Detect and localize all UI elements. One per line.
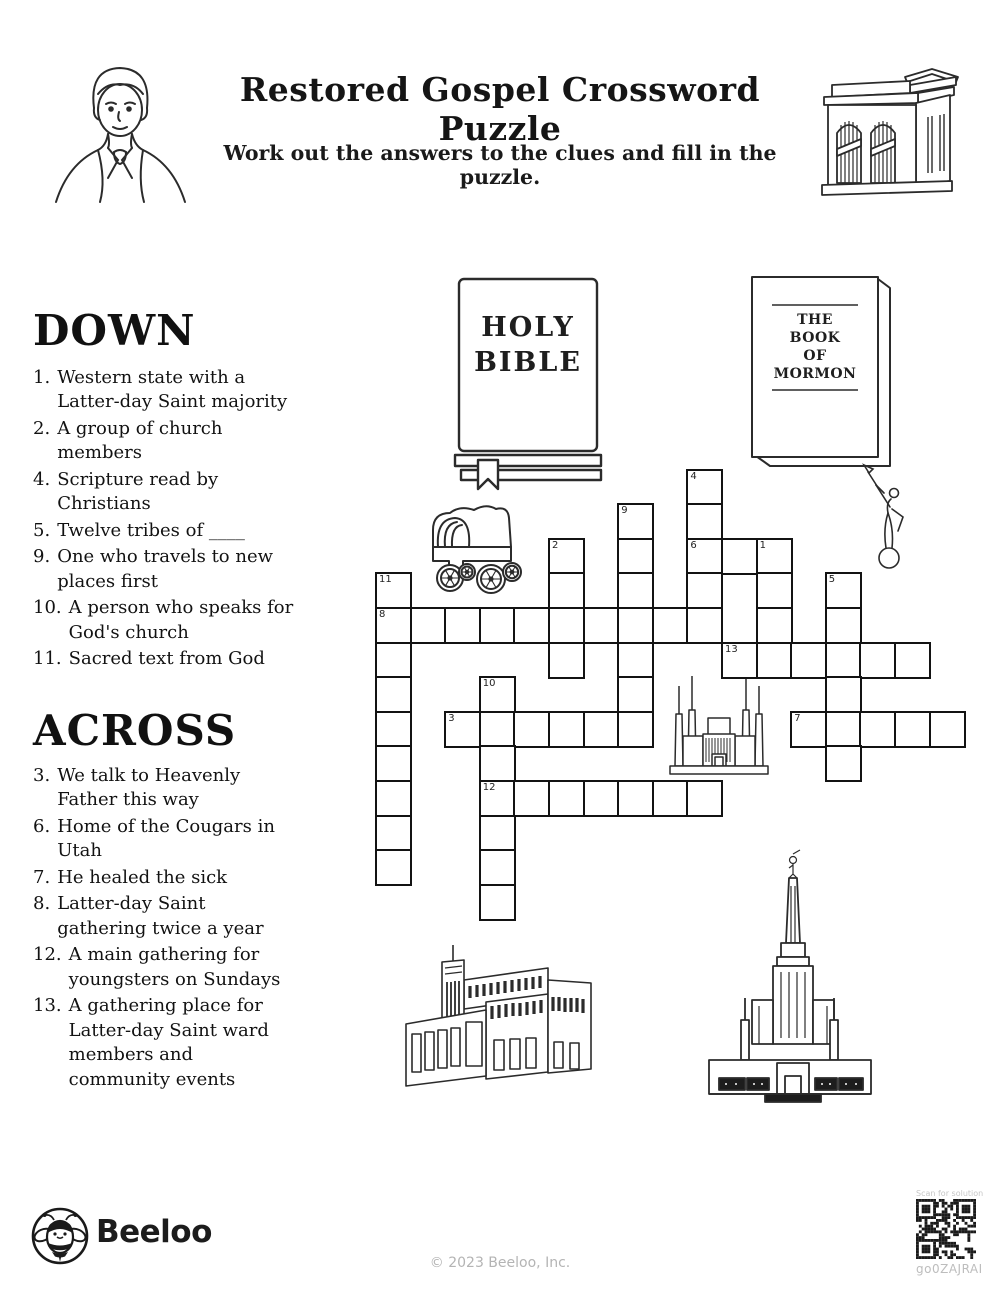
across-heading: ACROSS [33, 706, 237, 755]
crossword-cell[interactable] [721, 538, 758, 575]
cell-number: 2 [552, 539, 559, 551]
clue-text: A group of church members [57, 417, 223, 464]
cell-number: 5 [828, 574, 836, 586]
crossword-cell[interactable] [548, 538, 585, 575]
crossword-cell[interactable] [825, 745, 862, 782]
crossword-cell[interactable] [548, 711, 585, 748]
clue-text: A main gathering for youngsters on Sundays [68, 944, 281, 990]
cell-number: 7 [794, 712, 801, 724]
crossword-cell[interactable] [686, 503, 723, 540]
clue-number: 12. [33, 944, 62, 966]
crossword-cell[interactable] [790, 642, 827, 679]
clue-text: One who travels to new places first [57, 546, 274, 592]
crossword-cell[interactable] [825, 676, 862, 713]
clue-text: He healed the sick [57, 866, 228, 888]
crossword-cell[interactable] [756, 538, 793, 575]
bible-title-line2: BIBLE [474, 347, 582, 378]
crossword-cell[interactable] [548, 572, 585, 609]
crossword-cell[interactable] [479, 676, 516, 713]
crossword-cell[interactable] [859, 711, 896, 748]
crossword-cell[interactable] [617, 572, 654, 609]
clue-text: Scripture read by Christians [57, 468, 219, 515]
crossword-cell[interactable] [444, 607, 481, 644]
crossword-cell[interactable] [513, 780, 550, 817]
clue-text: Western state with a Latter-day Saint majority [57, 367, 288, 413]
crossword-cell[interactable] [513, 607, 550, 644]
crossword-cell[interactable] [617, 503, 654, 540]
clue-text: We talk to Heavenly Father this way [57, 765, 241, 811]
crossword-cell[interactable] [479, 780, 516, 817]
crossword-cell[interactable] [652, 780, 689, 817]
cell-number: 1 [759, 539, 766, 551]
crossword-cell[interactable] [617, 607, 654, 644]
crossword-cell[interactable] [513, 711, 550, 748]
crossword-cell[interactable] [479, 815, 516, 852]
cell-number: 6 [690, 539, 697, 551]
crossword-cell[interactable] [375, 572, 412, 609]
crossword-cell[interactable] [686, 607, 723, 644]
bible-title-line1: HOLY [481, 312, 575, 343]
page-title: Restored Gospel Crossword Puzzle [239, 70, 761, 148]
crossword-cell[interactable] [375, 642, 412, 679]
crossword-cell[interactable] [825, 572, 862, 609]
clue-number: 2. [33, 417, 51, 439]
crossword-cell[interactable] [894, 642, 931, 679]
crossword-cell[interactable] [929, 711, 966, 748]
crossword-cell[interactable] [617, 676, 654, 713]
crossword-cell[interactable] [721, 642, 758, 679]
clue-number: 13. [33, 995, 62, 1017]
clue-number: 10. [33, 597, 62, 619]
crossword-cell[interactable] [410, 607, 447, 644]
crossword-cell[interactable] [375, 815, 412, 852]
crossword-cell[interactable] [825, 607, 862, 644]
clue-text: Twelve tribes of ____ [57, 519, 245, 541]
crossword-cell[interactable] [859, 642, 896, 679]
crossword-cell[interactable] [686, 469, 723, 506]
page-subtitle: Work out the answers to the clues and fill in the puzzle. [223, 141, 777, 189]
crossword-cell[interactable] [548, 607, 585, 644]
crossword-cell[interactable] [479, 884, 516, 921]
brand-wordmark: Beeloo [96, 1214, 212, 1250]
clue-number: 4. [33, 468, 51, 490]
crossword-cell[interactable] [617, 780, 654, 817]
cell-number: 13 [725, 643, 738, 655]
crossword-cell[interactable] [756, 642, 793, 679]
crossword-cell[interactable] [617, 642, 654, 679]
crossword-cell[interactable] [583, 780, 620, 817]
cell-number: 3 [448, 712, 455, 724]
crossword-cell[interactable] [548, 780, 585, 817]
crossword-cell[interactable] [617, 711, 654, 748]
crossword-cell[interactable] [652, 607, 689, 644]
crossword-cell[interactable] [686, 780, 723, 817]
clue-number: 8. [33, 893, 51, 915]
crossword-cell[interactable] [583, 607, 620, 644]
cell-number: 8 [379, 608, 386, 620]
qr-caption: Scan for solution [916, 1189, 984, 1198]
bom-title-line2: BOOK [789, 330, 841, 346]
crossword-cell[interactable] [479, 745, 516, 782]
cell-number: 12 [482, 781, 496, 793]
down-heading: DOWN [33, 306, 196, 355]
crossword-cell[interactable] [375, 780, 412, 817]
crossword-cell[interactable] [479, 849, 516, 886]
crossword-cell[interactable] [479, 711, 516, 748]
clue-number: 9. [33, 546, 51, 568]
cell-number: 11 [379, 574, 392, 586]
crossword-cell[interactable] [790, 711, 827, 748]
cell-number: 9 [621, 505, 628, 517]
clue-number: 7. [33, 866, 51, 888]
crossword-cell[interactable] [375, 849, 412, 886]
cell-number: 10 [482, 678, 496, 690]
crossword-cell[interactable] [825, 642, 862, 679]
clue-number: 5. [33, 519, 51, 541]
crossword-cell[interactable] [375, 676, 412, 713]
crossword-cell[interactable] [756, 572, 793, 609]
crossword-cell[interactable] [894, 711, 931, 748]
crossword-cell[interactable] [375, 711, 412, 748]
cell-number: 4 [690, 470, 697, 482]
clue-text: Sacred text from God [68, 648, 265, 670]
bom-title-line1: THE [797, 312, 833, 328]
crossword-cell[interactable] [583, 711, 620, 748]
clue-number: 1. [33, 367, 51, 388]
clue-text: A gathering place for Latter-day Saint ward members and community events [68, 995, 269, 1090]
clue-number: 3. [33, 765, 51, 786]
crossword-cell[interactable] [825, 711, 862, 748]
qr-code-label: go0ZAJRAI [916, 1262, 983, 1276]
clue-text: Home of the Cougars in Utah [57, 815, 275, 862]
crossword-cell[interactable] [686, 538, 723, 575]
crossword-cell[interactable] [617, 538, 654, 575]
crossword-cell[interactable] [548, 642, 585, 679]
bom-title-line3: OF [803, 348, 827, 364]
crossword-cell[interactable] [756, 607, 793, 644]
bom-title-line4: MORMON [773, 366, 857, 382]
crossword-cell[interactable] [479, 607, 516, 644]
crossword-cell[interactable] [444, 711, 481, 748]
crossword-cell[interactable] [686, 572, 723, 609]
clue-number: 6. [33, 815, 51, 837]
clue-text: Latter-day Saint gathering twice a year [57, 893, 264, 939]
clue-number: 11. [33, 648, 62, 670]
copyright-text: © 2023 Beeloo, Inc. [429, 1255, 571, 1271]
clue-text: A person who speaks for God's church [68, 597, 294, 643]
crossword-cell[interactable] [375, 607, 412, 644]
crossword-cell[interactable] [375, 745, 412, 782]
